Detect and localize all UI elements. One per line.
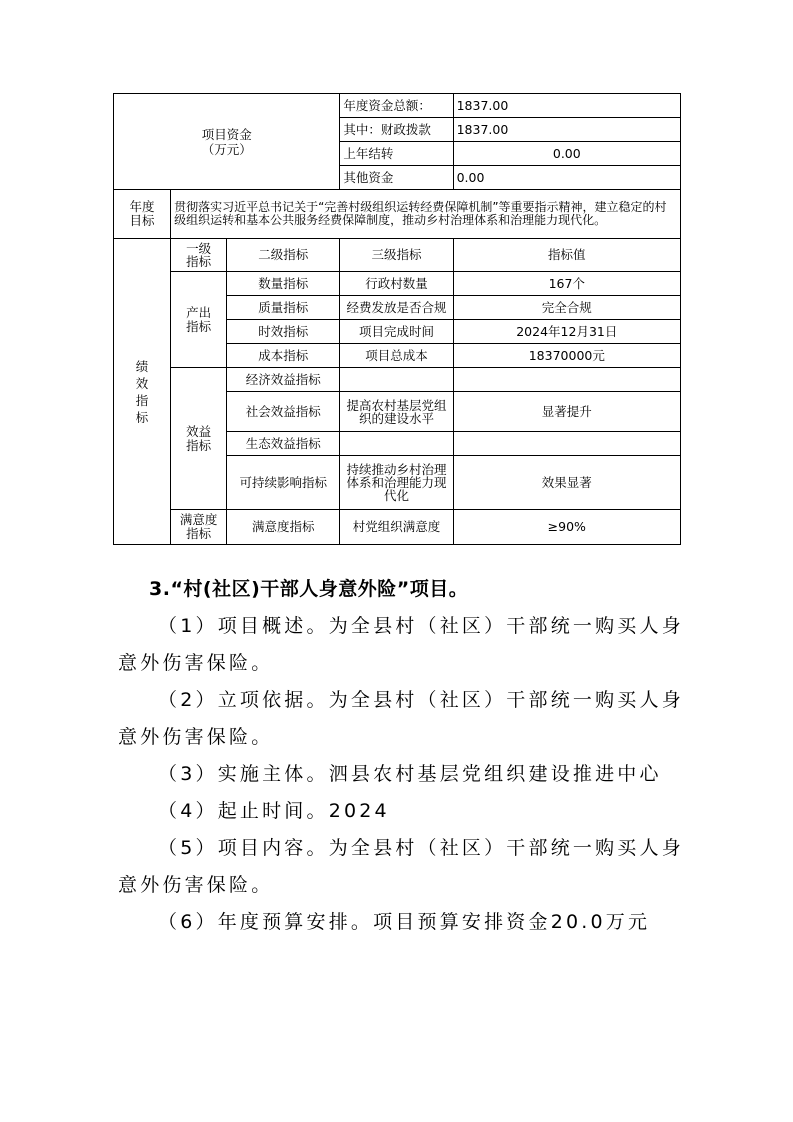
benefit-row-level3 (340, 368, 453, 392)
funding-fiscal-label: 其中：财政拨款 (340, 118, 453, 142)
performance-table (113, 93, 681, 545)
paragraph-content: （5）项目内容。为全县村（社区）干部统一购买人身意外伤害保险。 (118, 837, 684, 896)
header-level1: 一级 指标 (171, 239, 227, 272)
funding-carryover-label: 上年结转 (340, 142, 453, 166)
satisfaction-row-value: ≥90% (453, 510, 680, 545)
paragraph-basis: （2）立项依据。为全县村（社区）干部统一购买人身意外伤害保险。 (118, 689, 684, 748)
output-row-level2: 质量指标 (227, 296, 340, 320)
benefit-row-value: 效果显著 (453, 456, 680, 510)
output-row-level2: 成本指标 (227, 344, 340, 368)
funding-carryover-value: 0.00 (453, 142, 680, 166)
benefit-row-level3 (340, 432, 453, 456)
funding-total-label: 年度资金总额： (340, 94, 453, 118)
satisfaction-label: 满意度 指标 (171, 510, 227, 545)
benefit-row-value: 显著提升 (453, 392, 680, 432)
output-row-value: 完全合规 (453, 296, 680, 320)
paragraph-budget: （6）年度预算安排。项目预算安排资金20.0万元 (158, 911, 651, 933)
funding-other-value: 0.00 (453, 166, 680, 190)
benefit-row-level2: 经济效益指标 (227, 368, 340, 392)
header-level2: 二级指标 (227, 239, 340, 272)
output-row-level3: 行政村数量 (340, 272, 453, 296)
output-row-level3: 项目总成本 (340, 344, 453, 368)
output-row-value: 2024年12月31日 (453, 320, 680, 344)
benefit-row-level3: 提高农村基层党组 织的建设水平 (340, 392, 453, 432)
benefit-row-level3: 持续推动乡村治理 体系和治理能力现 代化 (340, 456, 453, 510)
paragraph-implementer: （3）实施主体。泗县农村基层党组织建设推进中心 (158, 763, 662, 785)
funding-label: 项目资金 （万元） (114, 94, 340, 190)
benefit-row-value (453, 368, 680, 392)
satisfaction-row-level2: 满意度指标 (227, 510, 340, 545)
output-row-value: 18370000元 (453, 344, 680, 368)
section-heading: 3.“村(社区)干部人身意外险”项目。 (149, 578, 469, 600)
satisfaction-row-level3: 村党组织满意度 (340, 510, 453, 545)
annual-goal-label: 年度 目标 (114, 190, 171, 239)
funding-fiscal-value: 1837.00 (453, 118, 680, 142)
output-row-value: 167个 (453, 272, 680, 296)
output-row-level2: 数量指标 (227, 272, 340, 296)
performance-label: 绩效指标 (114, 239, 171, 545)
funding-total-value: 1837.00 (453, 94, 680, 118)
output-label: 产出 指标 (171, 272, 227, 368)
funding-other-label: 其他资金 (340, 166, 453, 190)
annual-goal-text: 贯彻落实习近平总书记关于“完善村级组织运转经费保障机制”等重要指示精神，建立稳定的村级组织运转和基本公共服务经费保障制度，推动乡村治理体系和治理能力现代化。 (171, 190, 681, 239)
output-row-level3: 项目完成时间 (340, 320, 453, 344)
paragraph-period: （4）起止时间。2024 (158, 800, 390, 822)
benefit-row-level2: 生态效益指标 (227, 432, 340, 456)
header-value: 指标值 (453, 239, 680, 272)
paragraph-overview: （1）项目概述。为全县村（社区）干部统一购买人身意外伤害保险。 (118, 615, 684, 674)
output-row-level3: 经费发放是否合规 (340, 296, 453, 320)
benefit-label: 效益 指标 (171, 368, 227, 510)
output-row-level2: 时效指标 (227, 320, 340, 344)
benefit-row-value (453, 432, 680, 456)
benefit-row-level2: 社会效益指标 (227, 392, 340, 432)
benefit-row-level2: 可持续影响指标 (227, 456, 340, 510)
header-level3: 三级指标 (340, 239, 453, 272)
